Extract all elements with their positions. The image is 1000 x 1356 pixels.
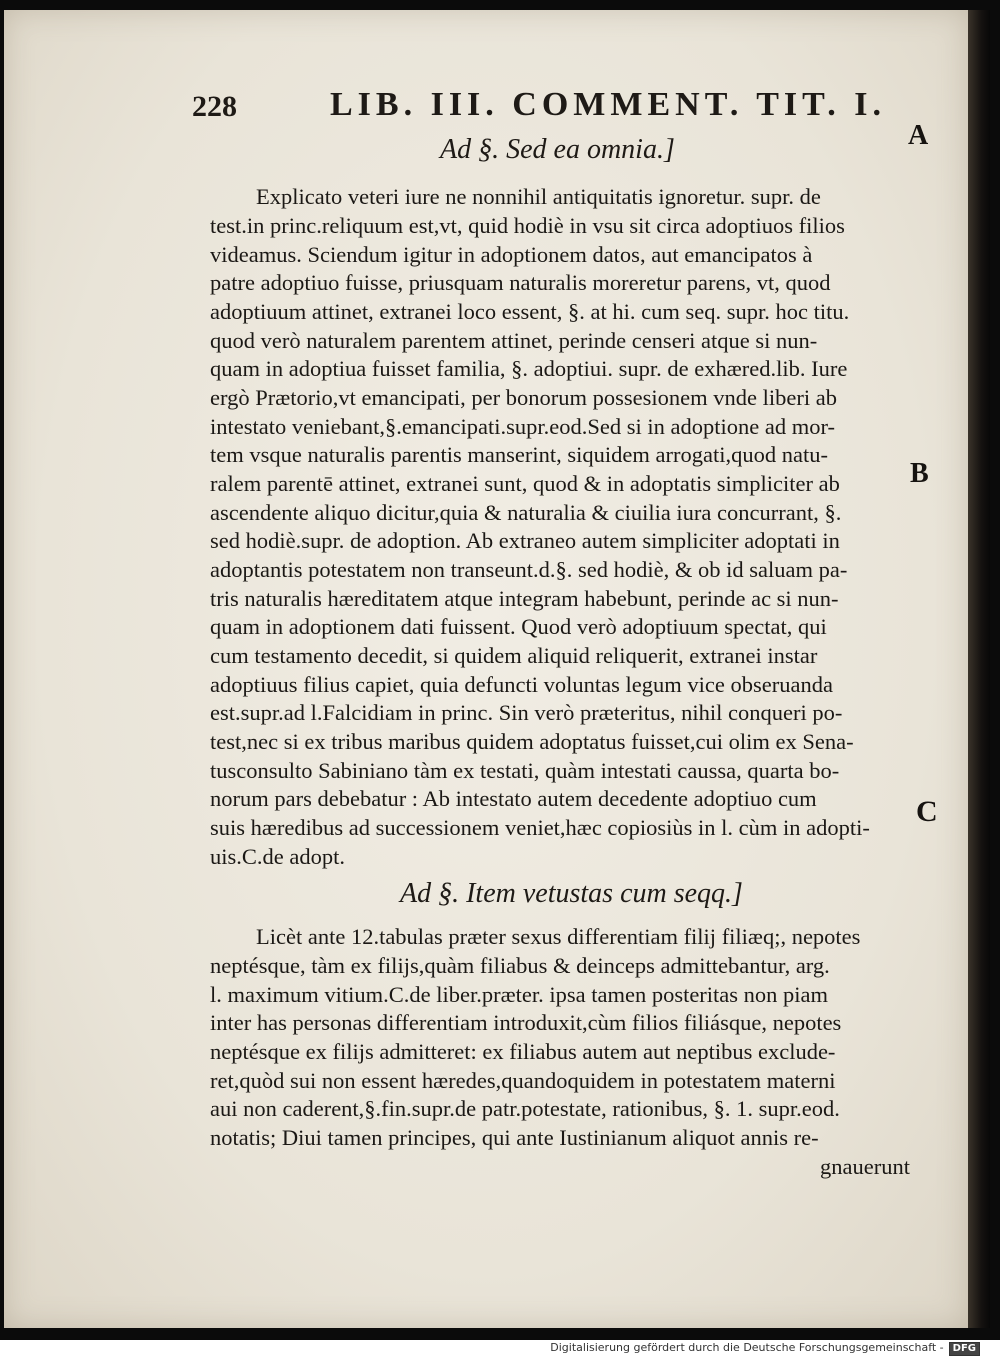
text-line: Licèt ante 12.tabulas præter sexus differentiam filij filiæq;, nepotes <box>256 924 861 949</box>
text-line: tris naturalis hæreditatem atque integram habebunt, perinde ac si nun- <box>210 586 839 611</box>
text-line: ret,quòd sui non essent hæredes,quandoquidem in potestatem materni <box>210 1068 836 1093</box>
text-line: quam in adoptiua fuisset familia, §. adoptiui. supr. de exhæred.lib. Iure <box>210 356 848 381</box>
text-line: cum testamento decedit, si quidem aliquid reliquerit, extranei instar <box>210 643 818 668</box>
margin-letter-b: B <box>910 458 929 489</box>
page-edge-shadow <box>968 10 990 1328</box>
margin-letter-a: A <box>908 120 929 151</box>
catchword: gnauerunt <box>820 1154 910 1179</box>
text-line: quod verò naturalem parentem attinet, perinde censeri atque si nun- <box>210 328 818 353</box>
text-line: uis.C.de adopt. <box>210 844 345 869</box>
text-line: l. maximum vitium.C.de liber.præter. ipsa tamen posteritas non piam <box>210 982 829 1007</box>
text-line: quam in adoptionem dati fuissent. Quod verò adoptiuum spectat, qui <box>210 614 827 639</box>
text-line: adoptiuum attinet, extranei loco essent, §. at hi. cum seq. supr. hoc titu. <box>210 299 850 324</box>
digitization-credit <box>550 1340 980 1356</box>
text-line: ralem parentē attinet, extranei sunt, quod & in adoptatis simpliciter ab <box>210 471 840 496</box>
text-line: neptésque, tàm ex filijs,quàm filiabus & deinceps admittebantur, arg. <box>210 953 830 978</box>
text-line: Explicato veteri iure ne nonnihil antiquitatis ignoretur. supr. de <box>256 184 821 209</box>
text-line: intestato veniebant,§.emancipati.supr.eod.Sed si in adoptione ad mor- <box>210 414 836 439</box>
text-line: inter has personas differentiam introduxit,cùm filios filiásque, nepotes <box>210 1010 842 1035</box>
text-line: norum pars debebatur : Ab intestato autem decedente adoptiuo cum <box>210 786 817 811</box>
text-line: suis hæredibus ad successionem veniet,hæc copiosiùs in l. cùm in adopti- <box>210 815 870 840</box>
section-heading-item-vetustas: Ad §. Item vetustas cum seqq.] <box>400 878 743 909</box>
text-line: sed hodiè.supr. de adoption. Ab extraneo autem simpliciter adoptati in <box>210 528 840 553</box>
running-head: LIB. III. COMMENT. TIT. I. <box>330 86 887 123</box>
text-line: tusconsulto Sabiniano tàm ex testati, quàm intestati caussa, quarta bo- <box>210 758 840 783</box>
text-line: test,nec si ex tribus maribus quidem adoptatus fuisset,cui olim ex Sena- <box>210 729 854 754</box>
text-line: est.supr.ad l.Falcidiam in princ. Sin verò præteritus, nihil conqueri po- <box>210 700 843 725</box>
text-line: notatis; Diui tamen principes, qui ante Iustinianum aliquot annis re- <box>210 1125 819 1150</box>
book-page <box>4 10 968 1328</box>
page-number: 228 <box>192 90 237 123</box>
text-line: neptésque ex filijs admitteret: ex filiabus autem aut neptibus exclude- <box>210 1039 836 1064</box>
text-line: videamus. Sciendum igitur in adoptionem datos, aut emancipatos à <box>210 242 813 267</box>
text-line: ergò Prætorio,vt emancipati, per bonorum possesionem vnde liberi ab <box>210 385 837 410</box>
credit-text: Digitalisierung gefördert durch die Deutsche Forschungsgemeinschaft - <box>550 1341 944 1354</box>
text-line: ascendente aliquo dicitur,quia & naturalia & ciuilia iura concurrant, §. <box>210 500 842 525</box>
text-line: adoptantis potestatem non transeunt.d.§. sed hodiè, & ob id saluam pa- <box>210 557 848 582</box>
text-line: patre adoptiuo fuisse, priusquam naturalis moreretur parens, vt, quod <box>210 270 831 295</box>
text-line: aui non caderent,§.fin.supr.de patr.potestate, rationibus, §. 1. supr.eod. <box>210 1096 840 1121</box>
page-header <box>4 80 968 130</box>
margin-letter-c: C <box>916 795 938 828</box>
section-heading-sed-ea-omnia: Ad §. Sed ea omnia.] <box>440 134 675 165</box>
dfg-logo-icon: DFG <box>949 1342 980 1356</box>
text-line: test.in princ.reliquum est,vt, quid hodiè in vsu sit circa adoptiuos filios <box>210 213 845 238</box>
text-line: adoptiuus filius capiet, quia defuncti voluntas legum vice obseruanda <box>210 672 833 697</box>
text-line: tem vsque naturalis parentis manserint, siquidem arrogati,quod natu- <box>210 442 828 467</box>
